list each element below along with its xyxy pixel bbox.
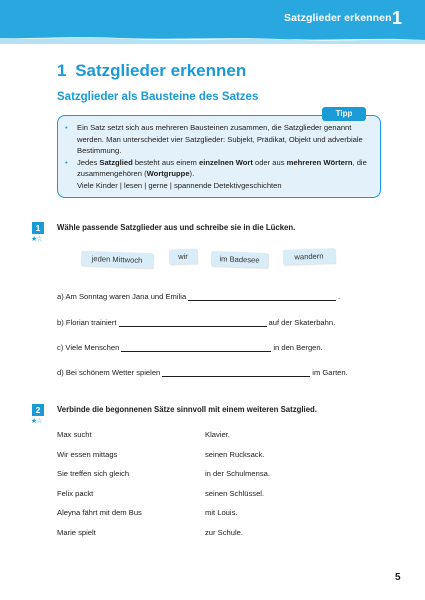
exercise-1-line-a [57, 292, 340, 301]
sentence-start: a) Am Sonntag waren Jana und Emilia [57, 292, 187, 301]
page-number: 5 [395, 572, 401, 583]
word-card: im Badesee [211, 251, 268, 268]
tip-term-wortgruppe: Wortgruppe [146, 169, 190, 179]
sentence-end: . [338, 292, 341, 301]
tip-bullet-1: • Ein Satz setzt sich aus mehreren Bausteinen zusammen, die Satzglieder genannt werden. Man unterscheidet vier Satzglieder: Subjekt, Prädikat, Objekt und adverbiale Bestimmung. [64, 122, 372, 157]
tip-list [64, 122, 372, 192]
chapter-title [57, 61, 246, 81]
header-title: Satzglieder erkennen [284, 12, 392, 24]
answer-blank[interactable] [121, 343, 271, 352]
match-left-item[interactable]: Marie spielt [57, 527, 96, 537]
sentence-start: b) Florian trainiert [57, 318, 117, 327]
exercise-1-line-b [57, 318, 335, 327]
match-left-item[interactable]: Max sucht [57, 430, 92, 439]
exercise-1-stars: ★☆ [31, 236, 42, 243]
word-card: wandern [283, 248, 335, 265]
answer-blank[interactable] [162, 368, 310, 377]
exercise-1-badge: 1 [32, 222, 44, 234]
match-left-item[interactable]: Sie treffen sich gleich [57, 469, 130, 479]
sentence-end: im Garten. [312, 368, 348, 377]
sentence-end: in den Bergen. [273, 343, 323, 352]
match-right-item[interactable]: seinen Rucksack. [205, 449, 265, 459]
word-card: jeden Mittwoch [81, 251, 153, 269]
match-left-item[interactable]: Felix packt [57, 488, 94, 498]
sentence-start: c) Viele Menschen [57, 343, 120, 352]
tip-term-mehrere-woerter: mehreren Wörtern [286, 157, 353, 167]
tip-example: Viele Kinder | lesen | gerne | spannende Detektivgeschichten [77, 180, 282, 190]
exercise-2-stars: ★☆ [31, 418, 42, 425]
sentence-end: auf der Skaterbahn. [268, 318, 336, 327]
match-right-item[interactable]: seinen Schlüssel. [205, 488, 265, 498]
exercise-1-instruction: Wähle passende Satzglieder aus und schreibe sie in die Lücken. [57, 223, 296, 232]
tip-bullet-2-text: oder aus [252, 157, 287, 167]
tip-bullet-2-text: , die zusammengehören ( [77, 157, 367, 179]
sentence-start: d) Bei schönem Wetter spielen [57, 368, 161, 377]
answer-blank[interactable] [119, 318, 267, 327]
section-subtitle: Satzglieder als Bausteine des Satzes [57, 91, 259, 103]
match-right-item[interactable]: zur Schule. [205, 527, 243, 537]
exercise-1-line-c [57, 343, 323, 352]
tip-bullet-2 [64, 157, 372, 180]
match-right-column [205, 430, 270, 548]
match-left-item[interactable]: Aleyna fährt mit dem Bus [57, 508, 142, 518]
match-left-item[interactable]: Wir essen mittags [57, 449, 118, 459]
match-right-item[interactable]: in der Schulmensa. [205, 469, 271, 479]
header-chapter-number: 1 [392, 8, 403, 28]
word-card: wir [169, 249, 198, 265]
answer-blank[interactable] [188, 292, 336, 301]
exercise-2-instruction: Verbinde die begonnenen Sätze sinnvoll mit einem weiteren Satzglied. [57, 405, 317, 414]
tip-term-satzglied: Satzglied [99, 157, 133, 167]
exercise-1-line-d [57, 368, 348, 377]
exercise-2-badge: 2 [32, 404, 44, 416]
match-left-column [57, 430, 142, 548]
tip-term-einzelnes-wort: einzelnen Wort [199, 157, 253, 167]
tip-bullet-2-text: besteht aus einem [132, 157, 199, 167]
tip-label: Tipp [322, 107, 366, 121]
tip-bullet-2-text: Jedes [77, 157, 100, 167]
match-right-item[interactable]: mit Louis. [205, 508, 238, 518]
chapter-number: 1 [57, 61, 67, 80]
tip-bullet-2-text: ). [189, 169, 195, 179]
chapter-title-text: Satzglieder erkennen [75, 61, 247, 80]
match-right-item[interactable]: Klavier. [205, 430, 230, 439]
